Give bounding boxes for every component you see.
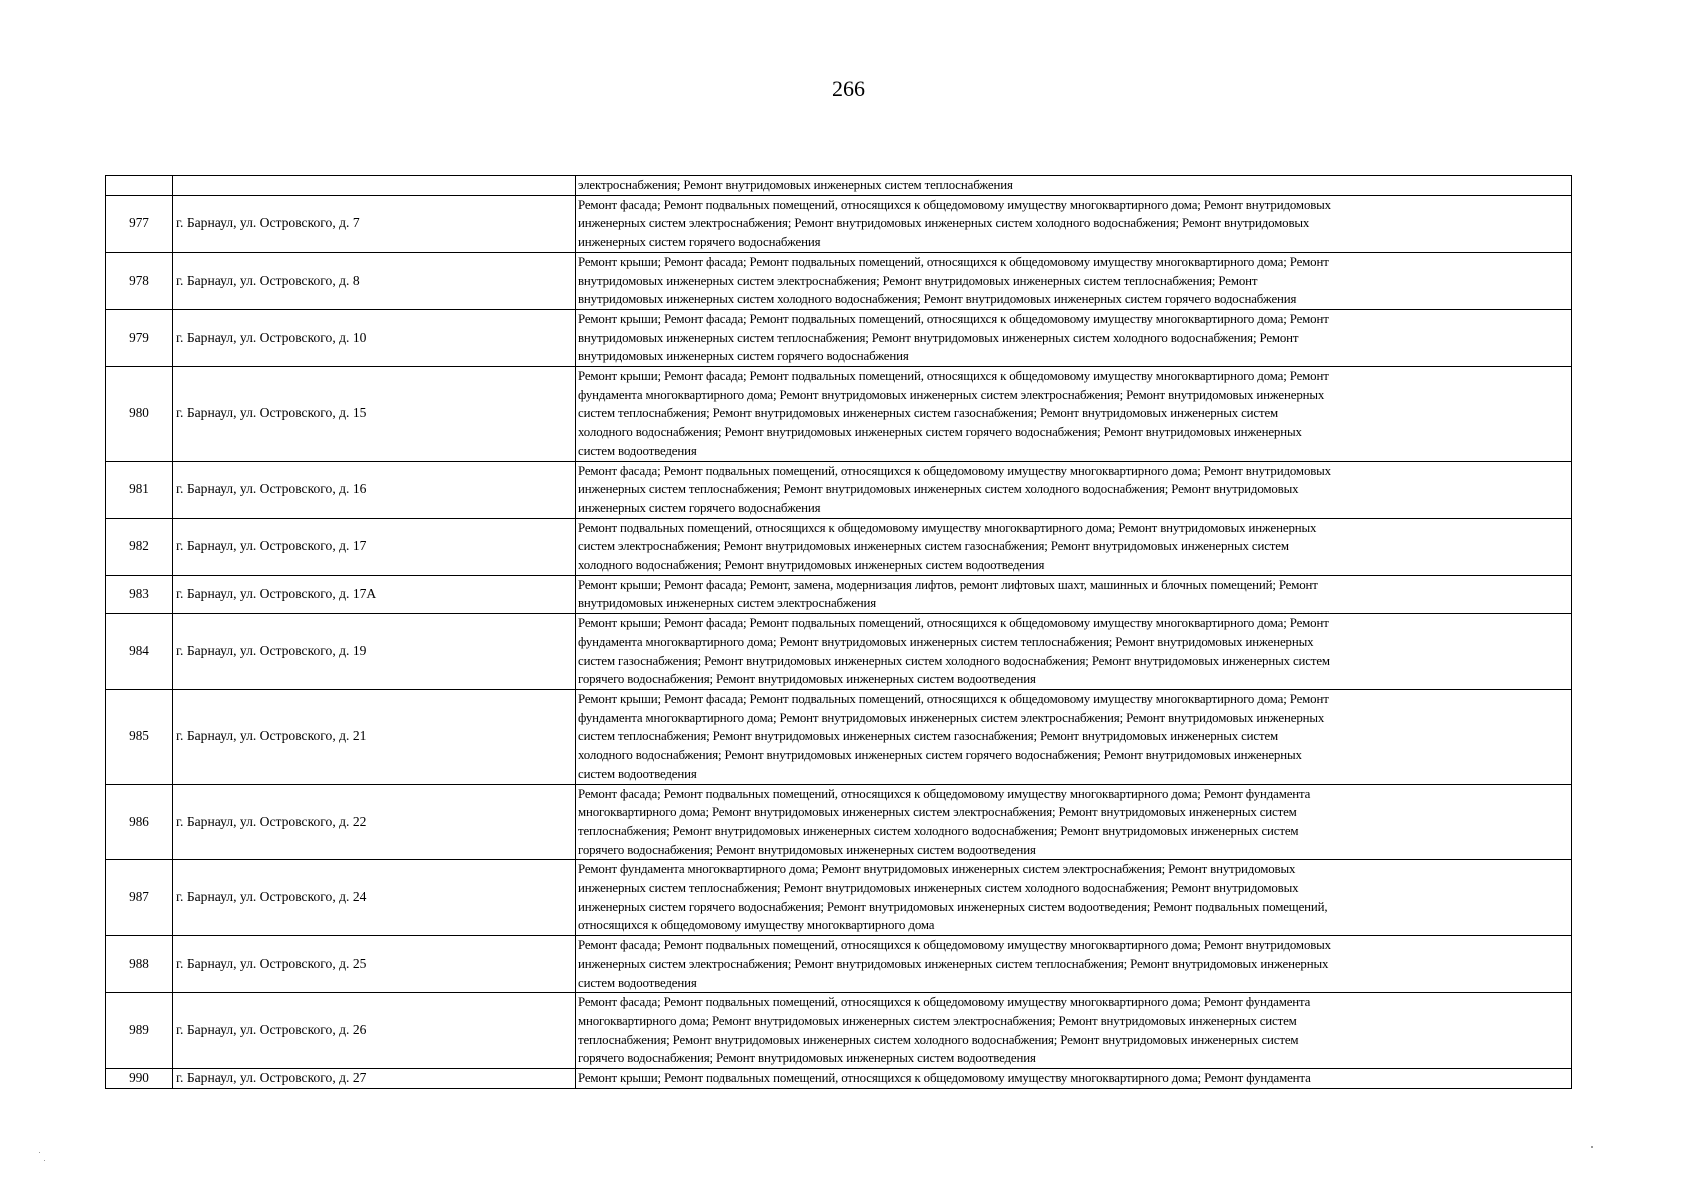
table-row: [106, 1069, 1572, 1089]
row-works: [576, 176, 1572, 196]
works-line: инженерных систем теплоснабжения; Ремонт внутридомовых инженерных систем холодного водоснабжения; Ремонт внутридомовых: [578, 482, 1299, 497]
works-line: систем газоснабжения; Ремонт внутридомовых инженерных систем холодного водоснабжения; Ремонт внутридомовых инженерных систем: [578, 653, 1330, 668]
works-line: систем водоотведения: [578, 766, 697, 781]
works-line: инженерных систем теплоснабжения; Ремонт внутридомовых инженерных систем холодного водоснабжения; Ремонт внутридомовых: [578, 881, 1299, 896]
works-line: Ремонт фасада; Ремонт подвальных помещений, относящихся к общедомовому имуществу многоквартирного дома; Ремонт внутридомовых: [578, 197, 1331, 212]
row-address: [173, 176, 576, 196]
row-number: 977: [106, 195, 173, 252]
row-works: [576, 936, 1572, 993]
works-line: электроснабжения; Ремонт внутридомовых инженерных систем теплоснабжения: [578, 178, 1013, 192]
works-line: теплоснабжения; Ремонт внутридомовых инженерных систем холодного водоснабжения; Ремонт внутридомовых инженерных систем: [578, 1032, 1299, 1047]
works-line: фундамента многоквартирного дома; Ремонт внутридомовых инженерных систем теплоснабжения; Ремонт внутридомовых инженерных: [578, 634, 1314, 649]
works-line: инженерных систем электроснабжения; Ремонт внутридомовых инженерных систем холодного водоснабжения; Ремонт внутридомовых: [578, 216, 1310, 231]
table-row: [106, 309, 1572, 366]
row-works: [576, 993, 1572, 1069]
works-line: Ремонт крыши; Ремонт фасада; Ремонт, замена, модернизация лифтов, ремонт лифтовых шахт, машинных и блочных помещений; Ремонт: [578, 577, 1318, 592]
row-address: г. Барнаул, ул. Островского, д. 16: [173, 461, 576, 518]
works-line: внутридомовых инженерных систем электроснабжения; Ремонт внутридомовых инженерных систем теплоснабжения; Ремонт: [578, 273, 1258, 288]
row-address: г. Барнаул, ул. Островского, д. 27: [173, 1069, 576, 1089]
repair-table: [105, 175, 1572, 1089]
works-line: Ремонт фундамента многоквартирного дома; Ремонт внутридомовых инженерных систем электроснабжения; Ремонт внутридомовых: [578, 862, 1296, 877]
scan-speck: [1591, 1146, 1593, 1148]
table-row: [106, 252, 1572, 309]
works-line: систем теплоснабжения; Ремонт внутридомовых инженерных систем газоснабжения; Ремонт внутридомовых инженерных систем: [578, 729, 1279, 744]
row-number: 980: [106, 367, 173, 462]
row-number: 986: [106, 784, 173, 860]
row-works: [576, 784, 1572, 860]
table-row: [106, 176, 1572, 196]
row-address: г. Барнаул, ул. Островского, д. 10: [173, 309, 576, 366]
row-number: 982: [106, 518, 173, 575]
row-works: [576, 1069, 1572, 1089]
works-line: Ремонт фасада; Ремонт подвальных помещений, относящихся к общедомовому имуществу многоквартирного дома; Ремонт фундамента: [578, 786, 1311, 801]
works-line: горячего водоснабжения; Ремонт внутридомовых инженерных систем водоотведения: [578, 672, 1036, 687]
row-works: [576, 309, 1572, 366]
works-line: Ремонт фасада; Ремонт подвальных помещений, относящихся к общедомовому имуществу многоквартирного дома; Ремонт фундамента: [578, 995, 1311, 1010]
table-row: [106, 614, 1572, 690]
works-line: фундамента многоквартирного дома; Ремонт внутридомовых инженерных систем электроснабжения; Ремонт внутридомовых инженерных: [578, 710, 1325, 725]
works-line: внутридомовых инженерных систем горячего водоснабжения: [578, 349, 909, 364]
works-line: холодного водоснабжения; Ремонт внутридомовых инженерных систем горячего водоснабжения; Ремонт внутридомовых инженерных: [578, 748, 1302, 763]
works-line: Ремонт крыши; Ремонт фасада; Ремонт подвальных помещений, относящихся к общедомовому имуществу многоквартирного дома; Ремонт: [578, 369, 1329, 384]
works-line: инженерных систем горячего водоснабжения: [578, 500, 821, 515]
row-works: [576, 575, 1572, 613]
repair-table-container: [105, 175, 1571, 1089]
works-line: многоквартирного дома; Ремонт внутридомовых инженерных систем электроснабжения; Ремонт внутридомовых инженерных систем: [578, 805, 1297, 820]
row-address: г. Барнаул, ул. Островского, д. 21: [173, 689, 576, 784]
works-line: внутридомовых инженерных систем холодного водоснабжения; Ремонт внутридомовых инженерных систем горячего водоснабжения: [578, 292, 1297, 307]
works-line: Ремонт крыши; Ремонт фасада; Ремонт подвальных помещений, относящихся к общедомовому имуществу многоквартирного дома; Ремонт: [578, 254, 1329, 269]
page-number: 266: [832, 76, 865, 101]
table-row: [106, 518, 1572, 575]
row-address: г. Барнаул, ул. Островского, д. 17: [173, 518, 576, 575]
row-number: 989: [106, 993, 173, 1069]
works-line: теплоснабжения; Ремонт внутридомовых инженерных систем холодного водоснабжения; Ремонт внутридомовых инженерных систем: [578, 823, 1299, 838]
works-line: Ремонт фасада; Ремонт подвальных помещений, относящихся к общедомовому имуществу многоквартирного дома; Ремонт внутридомовых: [578, 463, 1331, 478]
row-address: г. Барнаул, ул. Островского, д. 8: [173, 252, 576, 309]
works-line: Ремонт фасада; Ремонт подвальных помещений, относящихся к общедомовому имуществу многоквартирного дома; Ремонт внутридомовых: [578, 938, 1331, 953]
row-address: г. Барнаул, ул. Островского, д. 7: [173, 195, 576, 252]
row-works: [576, 614, 1572, 690]
works-line: горячего водоснабжения; Ремонт внутридомовых инженерных систем водоотведения: [578, 842, 1036, 857]
row-number: 979: [106, 309, 173, 366]
table-row: [106, 993, 1572, 1069]
row-address: г. Барнаул, ул. Островского, д. 17А: [173, 575, 576, 613]
scan-speck: [39, 1152, 40, 1153]
works-line: систем теплоснабжения; Ремонт внутридомовых инженерных систем газоснабжения; Ремонт внутридомовых инженерных систем: [578, 406, 1279, 421]
row-works: [576, 518, 1572, 575]
works-line: холодного водоснабжения; Ремонт внутридомовых инженерных систем водоотведения: [578, 558, 1045, 573]
repair-table-body: [106, 176, 1572, 1089]
works-line: систем электроснабжения; Ремонт внутридомовых инженерных систем газоснабжения; Ремонт внутридомовых инженерных систем: [578, 539, 1289, 554]
works-line: многоквартирного дома; Ремонт внутридомовых инженерных систем электроснабжения; Ремонт внутридомовых инженерных систем: [578, 1013, 1297, 1028]
row-works: [576, 195, 1572, 252]
table-row: [106, 784, 1572, 860]
row-address: г. Барнаул, ул. Островского, д. 19: [173, 614, 576, 690]
works-line: внутридомовых инженерных систем электроснабжения: [578, 596, 877, 611]
table-row: [106, 195, 1572, 252]
works-line: внутридомовых инженерных систем теплоснабжения; Ремонт внутридомовых инженерных систем холодного водоснабжения; Ремонт: [578, 330, 1299, 345]
row-address: г. Барнаул, ул. Островского, д. 22: [173, 784, 576, 860]
row-works: [576, 367, 1572, 462]
row-number: 981: [106, 461, 173, 518]
row-address: г. Барнаул, ул. Островского, д. 15: [173, 367, 576, 462]
table-row: [106, 860, 1572, 936]
table-row: [106, 689, 1572, 784]
works-line: фундамента многоквартирного дома; Ремонт внутридомовых инженерных систем электроснабжения; Ремонт внутридомовых инженерных: [578, 387, 1325, 402]
row-works: [576, 252, 1572, 309]
row-number: [106, 176, 173, 196]
works-line: относящихся к общедомовому имуществу многоквартирного дома: [578, 918, 935, 933]
works-line: инженерных систем электроснабжения; Ремонт внутридомовых инженерных систем теплоснабжения; Ремонт внутридомовых инженерных: [578, 956, 1329, 971]
works-line: Ремонт крыши; Ремонт подвальных помещений, относящихся к общедомовому имуществу многоквартирного дома; Ремонт фундамента: [578, 1071, 1311, 1086]
row-number: 988: [106, 936, 173, 993]
works-line: систем водоотведения: [578, 443, 697, 458]
scan-speck: [44, 1160, 45, 1161]
row-works: [576, 689, 1572, 784]
table-row: [106, 936, 1572, 993]
works-line: Ремонт крыши; Ремонт фасада; Ремонт подвальных помещений, относящихся к общедомовому имуществу многоквартирного дома; Ремонт: [578, 311, 1329, 326]
row-number: 985: [106, 689, 173, 784]
works-line: Ремонт подвальных помещений, относящихся к общедомовому имуществу многоквартирного дома; Ремонт внутридомовых инженерных: [578, 520, 1317, 535]
table-row: [106, 367, 1572, 462]
works-line: инженерных систем горячего водоснабжения: [578, 235, 821, 250]
row-address: г. Барнаул, ул. Островского, д. 25: [173, 936, 576, 993]
works-line: Ремонт крыши; Ремонт фасада; Ремонт подвальных помещений, относящихся к общедомовому имуществу многоквартирного дома; Ремонт: [578, 691, 1329, 706]
works-line: холодного водоснабжения; Ремонт внутридомовых инженерных систем горячего водоснабжения; Ремонт внутридомовых инженерных: [578, 425, 1302, 440]
row-address: г. Барнаул, ул. Островского, д. 24: [173, 860, 576, 936]
works-line: систем водоотведения: [578, 975, 697, 990]
row-address: г. Барнаул, ул. Островского, д. 26: [173, 993, 576, 1069]
row-works: [576, 860, 1572, 936]
row-number: 978: [106, 252, 173, 309]
row-number: 987: [106, 860, 173, 936]
table-row: [106, 461, 1572, 518]
row-number: 990: [106, 1069, 173, 1089]
works-line: инженерных систем горячего водоснабжения; Ремонт внутридомовых инженерных систем водоотведения; Ремонт подвальных помещений,: [578, 899, 1328, 914]
row-number: 984: [106, 614, 173, 690]
row-works: [576, 461, 1572, 518]
works-line: горячего водоснабжения; Ремонт внутридомовых инженерных систем водоотведения: [578, 1051, 1036, 1066]
works-line: Ремонт крыши; Ремонт фасада; Ремонт подвальных помещений, относящихся к общедомовому имуществу многоквартирного дома; Ремонт: [578, 616, 1329, 631]
row-number: 983: [106, 575, 173, 613]
table-row: [106, 575, 1572, 613]
